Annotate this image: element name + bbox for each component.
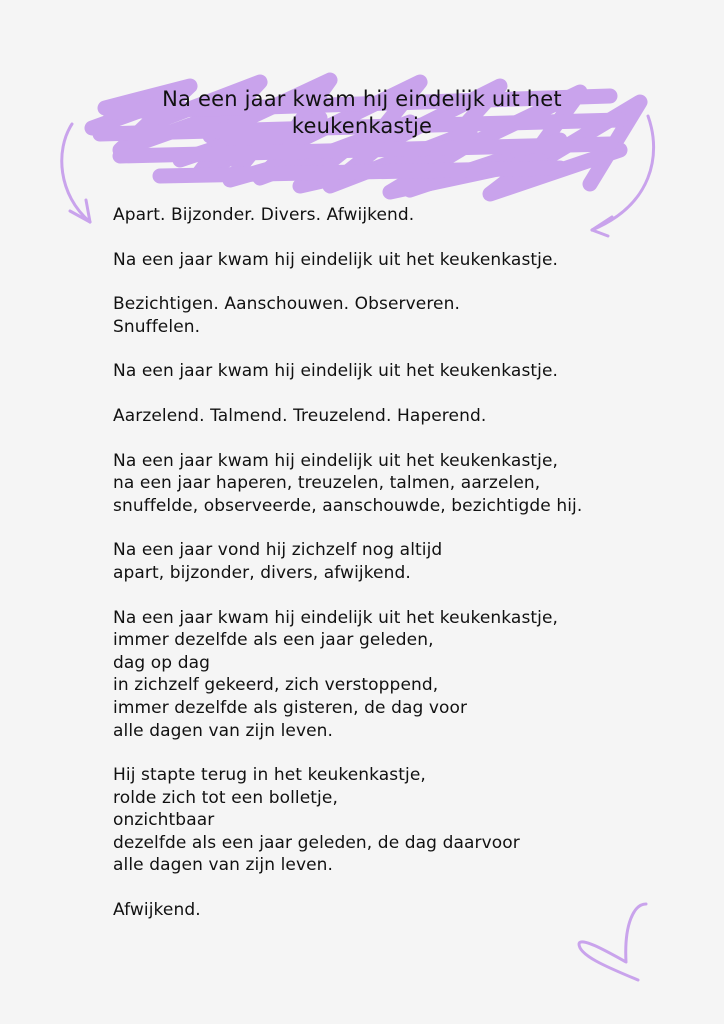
poem-line: Na een jaar kwam hij eindelijk uit het keukenkastje. (113, 361, 559, 382)
poem-line: Na een jaar kwam hij eindelijk uit het keukenkastje. (113, 249, 559, 270)
poem-line: alle dagen van zijn leven. (113, 720, 334, 741)
poem-line: na een jaar haperen, treuzelen, talmen, aarzelen, (113, 473, 541, 494)
poem-line: snuffelde, observeerde, aanschouwde, bezichtigde hij. (113, 495, 583, 516)
poem-line: dezelfde als een jaar geleden, de dag daarvoor (113, 832, 520, 853)
poem-line: Na een jaar vond hij zichzelf nog altijd (113, 540, 443, 561)
poem-line: Na een jaar kwam hij eindelijk uit het keukenkastje, (113, 450, 559, 471)
stanza (113, 539, 633, 584)
poem-line: Afwijkend. (113, 900, 201, 921)
stanza (113, 607, 633, 743)
poem-line: Bezichtigen. Aanschouwen. Observeren. (113, 294, 460, 315)
poem-body (113, 204, 633, 944)
stanza (113, 405, 633, 428)
poem-line: dag op dag (113, 652, 210, 673)
poem-line: apart, bijzonder, divers, afwijkend. (113, 562, 411, 583)
stanza (113, 899, 633, 922)
poem-line: in zichzelf gekeerd, zich verstoppend, (113, 675, 439, 696)
poem-line: Aarzelend. Talmend. Treuzelend. Haperend. (113, 405, 487, 426)
poem-line: alle dagen van zijn leven. (113, 855, 334, 876)
poem-line: immer dezelfde als gisteren, de dag voor (113, 697, 468, 718)
stanza (113, 293, 633, 338)
poem-line: immer dezelfde als een jaar geleden, (113, 630, 434, 651)
stanza (113, 204, 633, 227)
page-title: Na een jaar kwam hij eindelijk uit het keukenkastje (162, 87, 562, 138)
stanza (113, 764, 633, 877)
stanza (113, 450, 633, 518)
poem-line: onzichtbaar (113, 810, 215, 831)
poem-line: Apart. Bijzonder. Divers. Afwijkend. (113, 205, 415, 225)
poem-line: Snuffelen. (113, 316, 201, 337)
poem-line: Na een jaar kwam hij eindelijk uit het keukenkastje, (113, 607, 559, 628)
poem-line: Hij stapte terug in het keukenkastje, (113, 765, 426, 786)
stanza (113, 360, 633, 383)
poem-line: rolde zich tot een bolletje, (113, 787, 338, 808)
stanza (113, 249, 633, 272)
